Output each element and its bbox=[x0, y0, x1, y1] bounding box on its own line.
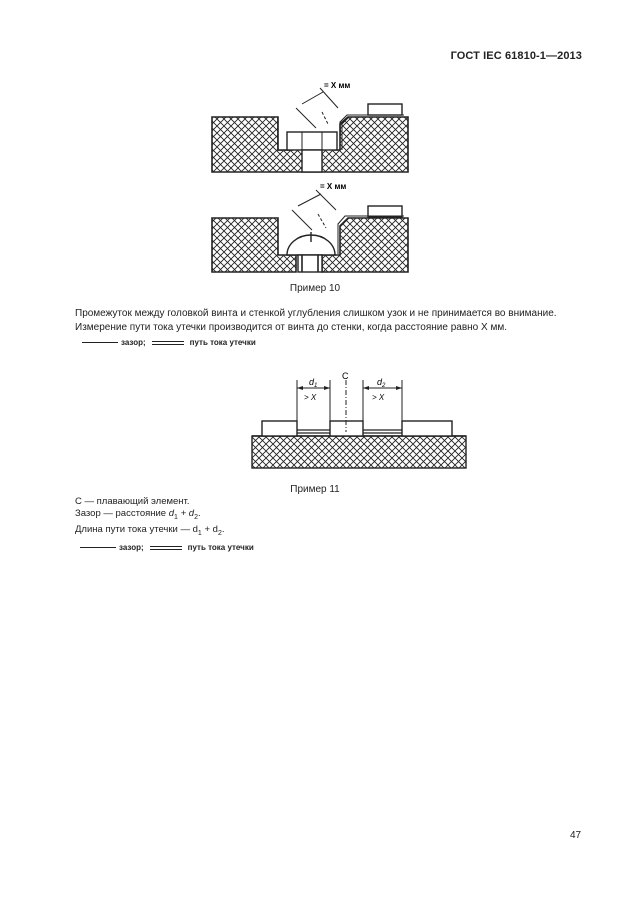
example10-legend bbox=[82, 338, 256, 347]
creepage-line-symbol bbox=[152, 341, 184, 345]
creepage-line-symbol bbox=[150, 546, 182, 550]
example11-legend bbox=[80, 543, 254, 552]
example10-paragraph-line2: Измерение пути тока утечки производится от винта до стенки, когда расстояние равно X мм. bbox=[75, 322, 507, 333]
legend-creepage-label: путь тока утечки bbox=[189, 338, 256, 347]
page-number: 47 bbox=[570, 830, 582, 841]
example11-figure bbox=[0, 360, 630, 480]
legend-clearance-label: зазор; bbox=[119, 543, 144, 552]
example10-top-drawing bbox=[212, 81, 408, 172]
label-d2: $d_2$ bbox=[377, 377, 386, 389]
label-c: C bbox=[342, 371, 349, 381]
example10-figure bbox=[0, 0, 630, 300]
clearance-line-symbol bbox=[80, 547, 116, 548]
label-gt-x-left: > X bbox=[304, 393, 317, 402]
legend-creepage-label: путь тока утечки bbox=[187, 543, 254, 552]
document-header: ГОСТ IEC 61810-1—2013 bbox=[450, 50, 582, 62]
label-gt-x-right: > X bbox=[372, 393, 385, 402]
example11-caption: Пример 11 bbox=[290, 484, 340, 495]
note-line3: Длина пути тока утечки — $d_1 + d_2$. bbox=[75, 523, 225, 537]
example10-paragraph-line1: Промежуток между головкой винта и стенкой углубления слишком узок и не принимается во внимание. bbox=[75, 308, 557, 319]
label-d1: $d_1$ bbox=[309, 377, 318, 389]
note-line2: Зазор — расстояние $d_1 + d_2$. bbox=[75, 508, 201, 521]
example10-caption: Пример 10 bbox=[289, 283, 341, 294]
example10-dim-label-top: = X мм bbox=[324, 81, 351, 90]
example10-bottom-drawing bbox=[212, 182, 408, 272]
example11-notes bbox=[75, 496, 224, 540]
legend-clearance-label: зазор; bbox=[121, 338, 146, 347]
example10-paragraph bbox=[75, 307, 575, 335]
example10-dim-label-bottom: = X мм bbox=[320, 182, 347, 191]
clearance-line-symbol bbox=[82, 342, 118, 343]
note-line1: C — плавающий элемент. bbox=[75, 496, 190, 507]
